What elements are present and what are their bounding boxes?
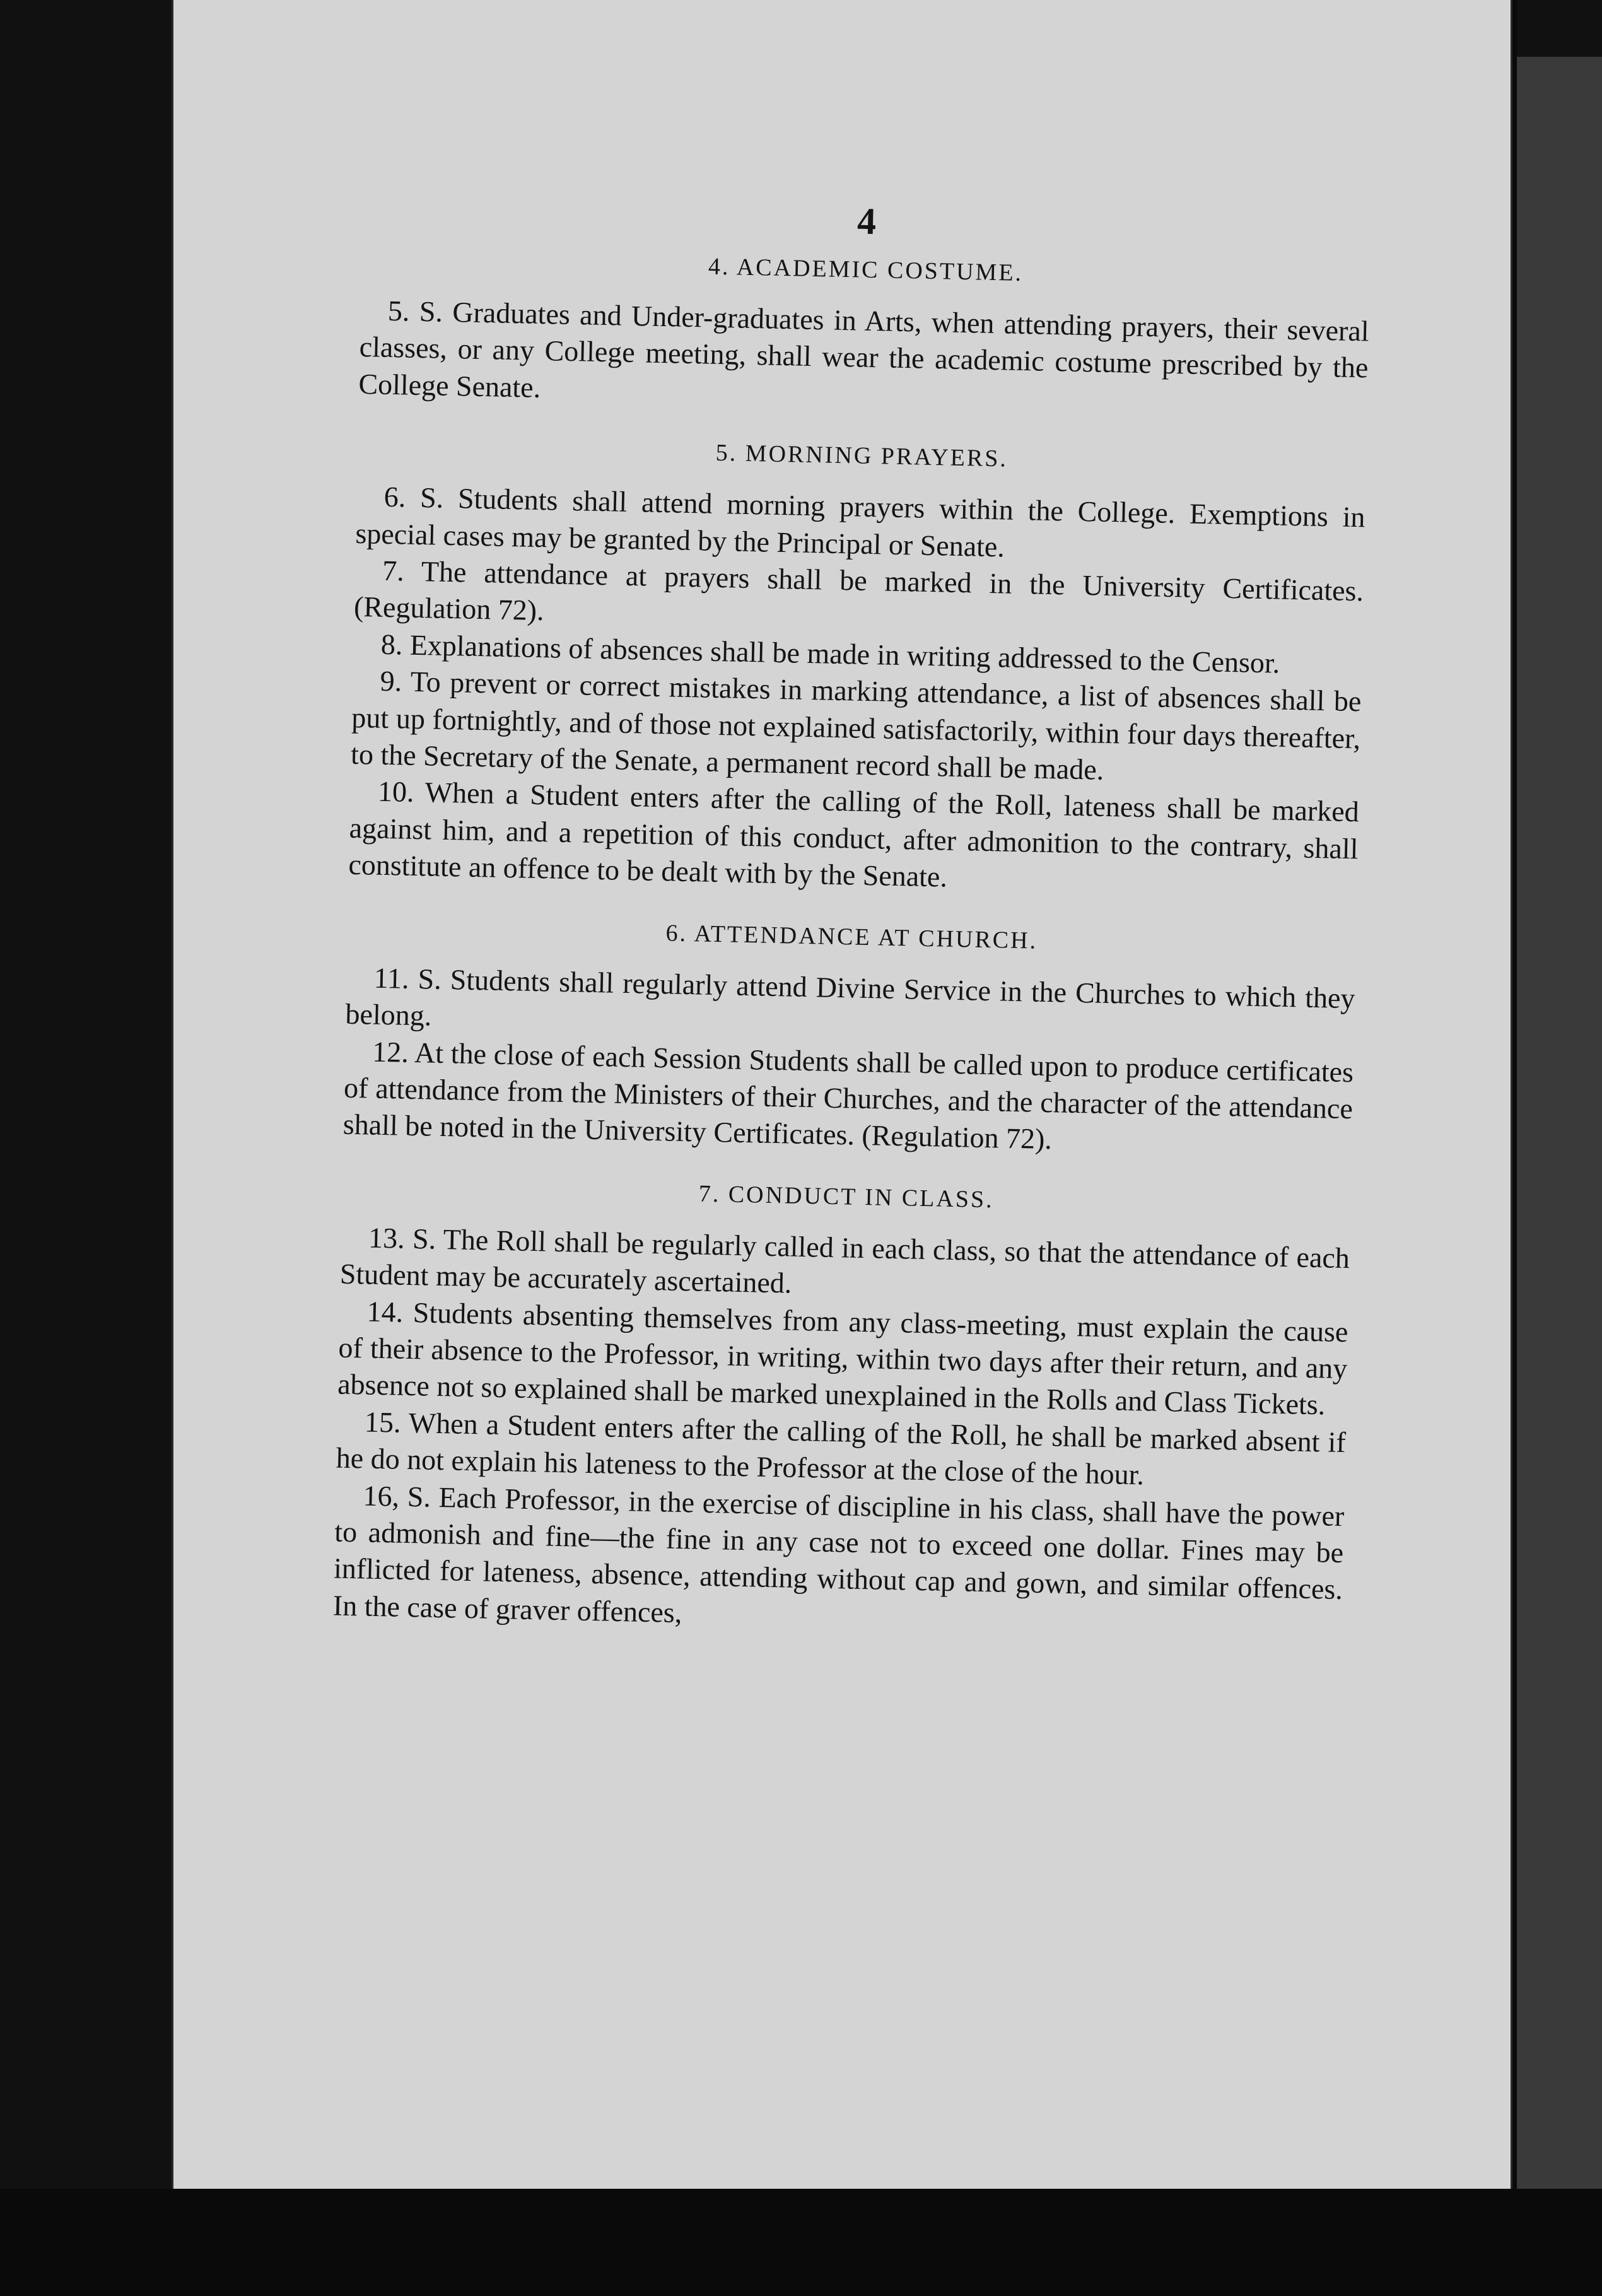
page-text-block — [332, 189, 1371, 1645]
section-conduct-in-class — [332, 1172, 1351, 1645]
paragraph: 12. At the close of each Session Students shall be called upon to produce certificates of attendance from the Ministers of their Churches, and the character of the attendance shall be noted in the University Certificates. (Regulation 72). — [342, 1035, 1354, 1156]
section-academic-costume — [358, 245, 1371, 424]
paragraph: 9. To prevent or correct mistakes in marking attendance, a list of absences shall be put up fortnightly, and of those not explained satisfactorily, within four days thereafter, to the Secretary of the Senate, a permanent record shall be made. — [350, 665, 1362, 786]
paragraph: 14. Students absenting themselves from any class-meeting, must explain the cause of their absence to the Professor, in writing, within two days after their return, and any absence not so explained shall be marked unexplained in the Rolls and Class Tickets. — [337, 1295, 1348, 1421]
paragraph: 16, S. Each Professor, in the exercise of discipline in his class, shall have the power to admonish and fine—the fine in any case not to exceed one dollar. Fines may be inflicted for lateness, absence, attending without cap and gown, and similar offences. In the case of graver offences, — [332, 1479, 1345, 1629]
paragraph: 11. S. Students shall regularly attend Divine Service in the Churches to which they belong. — [345, 961, 1356, 1032]
document-page — [173, 0, 1511, 2189]
section-heading: 7. CONDUCT IN CLASS. — [698, 1180, 995, 1214]
paragraph: 8. Explanations of absences shall be made in writing addressed to the Censor. — [380, 628, 1280, 679]
page-gutter-shadow — [1511, 0, 1517, 2189]
section-morning-prayers — [348, 431, 1367, 905]
section-heading: 6. ATTENDANCE AT CHURCH. — [665, 920, 1038, 954]
page-number: 4 — [857, 200, 877, 243]
paragraph: 5. S. Graduates and Under-graduates in Arts, when attending prayers, their several classes, or any College meeting, shall wear the academic costume prescribed by the College Senate. — [358, 294, 1370, 404]
section-attendance-at-church — [342, 912, 1356, 1164]
paragraph: 15. When a Student enters after the calling of the Roll, he shall be marked absent if he do not explain his lateness to the Professor at the close of the hour. — [336, 1405, 1347, 1491]
paragraph: 13. S. The Roll shall be regularly called in each class, so that the attendance of each Student may be accurately ascertained. — [339, 1221, 1350, 1299]
paragraph: 6. S. Students shall attend morning prayers within the College. Exemptions in special cases may be granted by the Principal or Senate. — [355, 481, 1365, 563]
adjacent-page-edge — [1514, 57, 1602, 2189]
scan-bottom-margin — [0, 2189, 1602, 2296]
paragraph: 10. When a Student enters after the calling of the Roll, lateness shall be marked against him, and a repetition of this conduct, after admonition to the contrary, shall constitute an offence to be dealt with by the Senate. — [348, 775, 1360, 893]
section-heading: 4. ACADEMIC COSTUME. — [708, 253, 1024, 286]
paragraph: 7. The attendance at prayers shall be marked in the University Certificates. (Regulation 72). — [353, 554, 1364, 627]
section-heading: 5. MORNING PRAYERS. — [715, 440, 1009, 472]
